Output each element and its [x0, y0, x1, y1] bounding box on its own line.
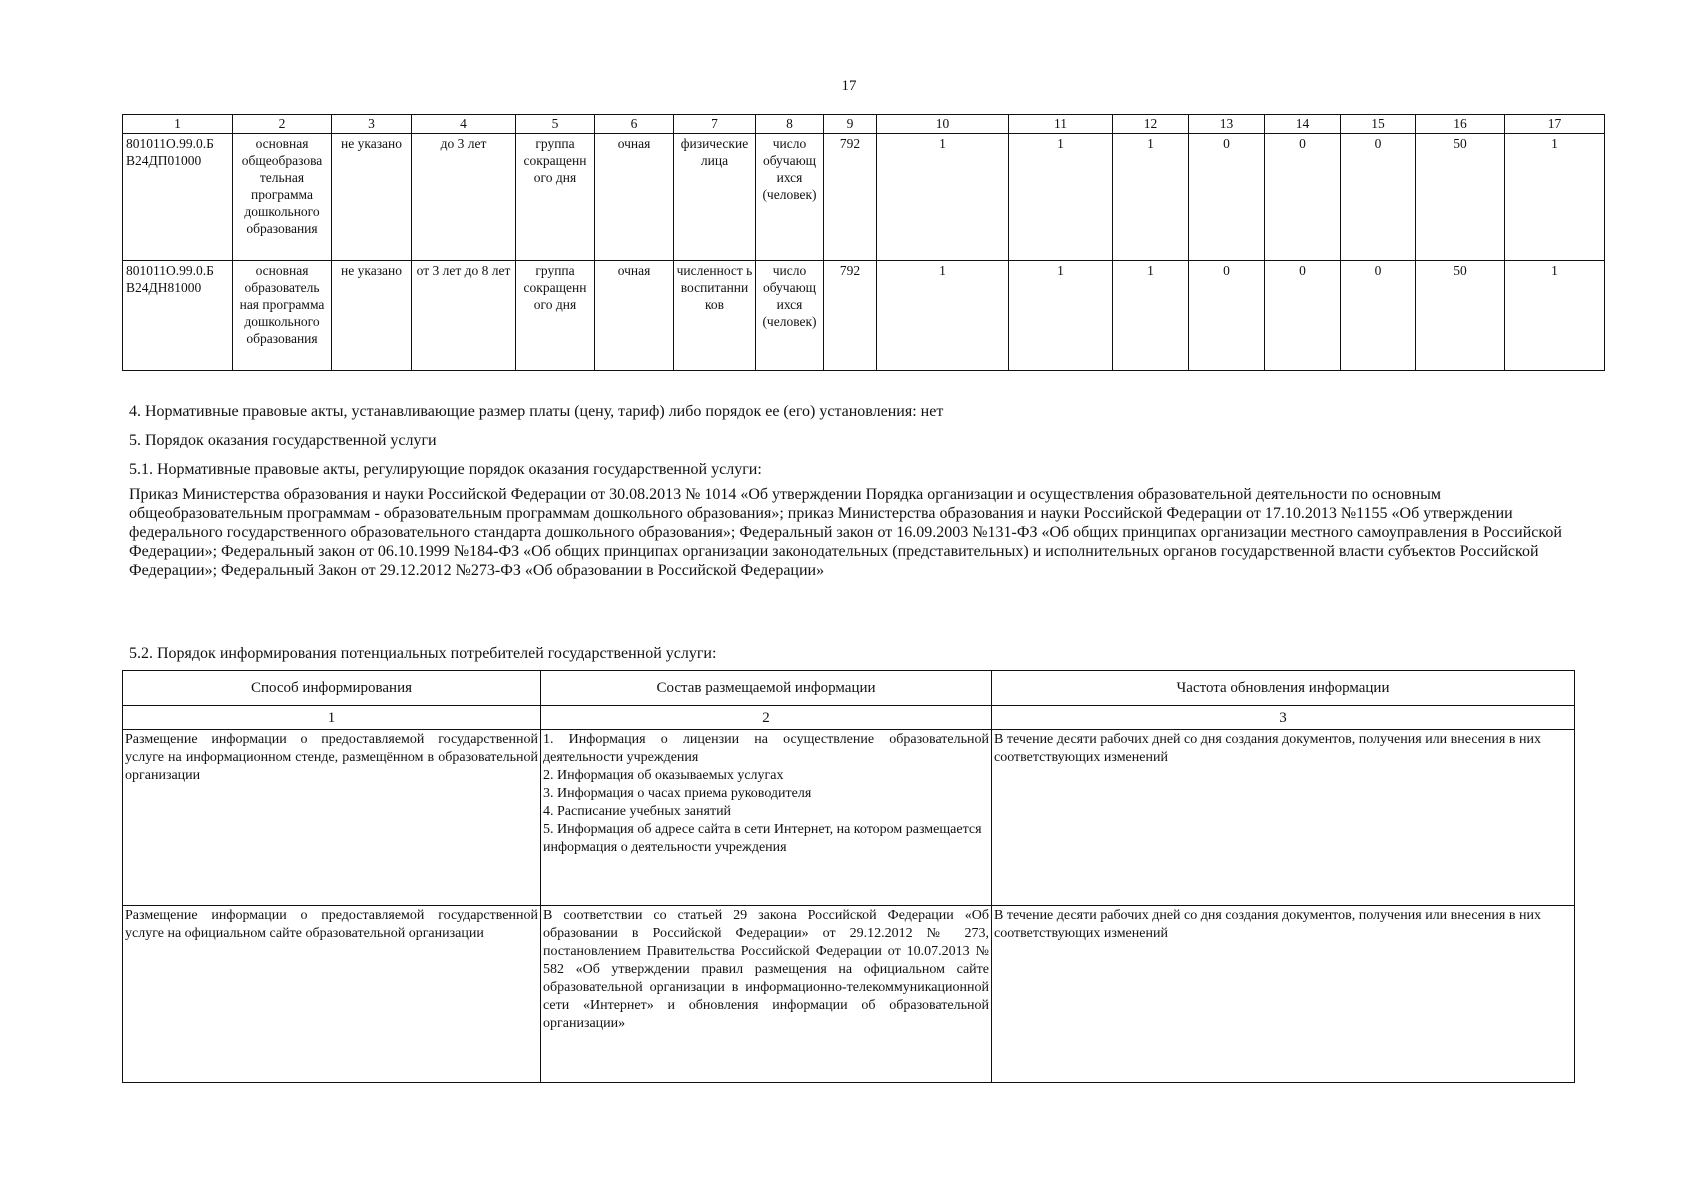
table-cell: 0 — [1341, 261, 1416, 371]
column-number: 3 — [332, 115, 412, 134]
content-cell — [541, 730, 992, 906]
table-row — [123, 730, 1575, 906]
table-cell: 1 — [1113, 134, 1189, 261]
table-cell: 792 — [824, 134, 877, 261]
content-line: 4. Расписание учебных занятий — [543, 804, 732, 819]
column-number: 3 — [992, 706, 1575, 730]
table-cell: 1 — [1009, 134, 1113, 261]
table-cell: очная — [595, 134, 674, 261]
column-number-row — [123, 706, 1575, 730]
table-cell: 0 — [1189, 261, 1265, 371]
table-row — [123, 906, 1575, 1083]
section-5-heading: 5. Порядок оказания государственной услуги — [129, 432, 437, 449]
table-cell: численност ь воспитанни ков — [674, 261, 756, 371]
content-line: 3. Информация о часах приема руководителя — [543, 786, 812, 801]
frequency-cell: В течение десяти рабочих дней со дня создания документов, получения или внесения в них соответствующих изменений — [992, 730, 1575, 906]
table-cell: 1 — [1113, 261, 1189, 371]
column-number: 1 — [123, 706, 541, 730]
column-number: 10 — [877, 115, 1009, 134]
table-cell: 792 — [824, 261, 877, 371]
column-number: 17 — [1505, 115, 1605, 134]
table-cell: 1 — [1009, 261, 1113, 371]
column-number: 13 — [1189, 115, 1265, 134]
column-number: 14 — [1265, 115, 1341, 134]
table-cell: 0 — [1265, 134, 1341, 261]
table-cell: группа сокращенн ого дня — [516, 261, 595, 371]
table-cell: 1 — [1505, 134, 1605, 261]
table-cell: число обучающ ихся (человек) — [756, 261, 824, 371]
table-cell: 801011О.99.0.Б В24ДН81000 — [123, 261, 233, 371]
table-cell: 0 — [1341, 134, 1416, 261]
column-number: 12 — [1113, 115, 1189, 134]
table-cell: 1 — [877, 261, 1009, 371]
column-number: 2 — [541, 706, 992, 730]
content-line: 5. Информация об адресе сайта в сети Интернет, на котором размещается информация о деятельности учреждения — [543, 822, 982, 855]
table-cell: не указано — [332, 134, 412, 261]
column-number: 16 — [1416, 115, 1505, 134]
method-cell: Размещение информации о предоставляемой государственной услуге на официальном сайте образовательной организации — [123, 906, 541, 1083]
table-cell: 0 — [1189, 134, 1265, 261]
table-cell: очная — [595, 261, 674, 371]
header-content: Состав размещаемой информации — [541, 671, 992, 706]
column-number: 7 — [674, 115, 756, 134]
header-frequency: Частота обновления информации — [992, 671, 1575, 706]
table-cell: основная общеобразова тельная программа дошкольного образования — [233, 134, 332, 261]
table-row — [123, 261, 1605, 371]
column-number: 4 — [412, 115, 516, 134]
section-5-1-heading: 5.1. Нормативные правовые акты, регулирующие порядок оказания государственной услуги: — [129, 461, 762, 478]
column-number: 9 — [824, 115, 877, 134]
table-header-row — [123, 671, 1575, 706]
table-cell: число обучающ ихся (человек) — [756, 134, 824, 261]
method-cell: Размещение информации о предоставляемой государственной услуге на информационном стенде, размещённом в образовательной организации — [123, 730, 541, 906]
table-cell: 0 — [1265, 261, 1341, 371]
table-cell: от 3 лет до 8 лет — [412, 261, 516, 371]
column-number: 11 — [1009, 115, 1113, 134]
column-number: 8 — [756, 115, 824, 134]
section-4-text: 4. Нормативные правовые акты, устанавливающие размер платы (цену, тариф) либо порядок ее (его) установления: нет — [129, 403, 944, 420]
table-cell: 801011О.99.0.Б В24ДП01000 — [123, 134, 233, 261]
table-cell: 1 — [1505, 261, 1605, 371]
table-cell: 50 — [1416, 134, 1505, 261]
column-number: 2 — [233, 115, 332, 134]
content-line: 2. Информация об оказываемых услугах — [543, 768, 784, 783]
column-number: 6 — [595, 115, 674, 134]
legal-acts-paragraph: Приказ Министерства образования и науки Российской Федерации от 30.08.2013 № 1014 «Об утверждении Порядка организации и осуществления образовательной деятельности по основным общеобразовательным программам - образовательным программам дошкольного образования»; приказ Министерства образования и науки Российской Федерации от 17.10.2013 №1155 «Об утверждении федерального государственного образовательного стандарта дошкольного образования»; Федеральный закон от 16.09.2003 №131-ФЗ «Об общих принципах организации местного самоуправления в Российской Федерации»; Федеральный закон от 06.10.1999 №184-ФЗ «Об общих принципах организации законодательных (представительных) и исполнительных органов государственной власти субъектов Российской Федерации»; Федеральный Закон от 29.12.2012 №273-ФЗ «Об образовании в Российской Федерации» — [129, 486, 1562, 579]
content-line: 1. Информация о лицензии на осуществление образовательной деятельности учреждения — [543, 732, 989, 765]
section-5-2-heading: 5.2. Порядок информирования потенциальных потребителей государственной услуги: — [129, 645, 717, 662]
service-volume-table — [122, 114, 1605, 371]
table-cell: 50 — [1416, 261, 1505, 371]
table-cell: до 3 лет — [412, 134, 516, 261]
column-number: 5 — [516, 115, 595, 134]
table-cell: группа сокращенн ого дня — [516, 134, 595, 261]
table-row — [123, 134, 1605, 261]
table-cell: 1 — [877, 134, 1009, 261]
table-cell: физические лица — [674, 134, 756, 261]
content-cell: В соответствии со статьей 29 закона Российской Федерации «Об образовании в Российской Федерации» от 29.12.2012 № 273, постановлением Правительства Российской Федерации от 10.07.2013 № 582 «Об утверждении правил размещения на официальном сайте образовательной организации в информационно-телекоммуникационной сети «Интернет» и обновления информации об образовательной организации» — [541, 906, 992, 1083]
table-cell: не указано — [332, 261, 412, 371]
page-number: 17 — [841, 78, 857, 94]
column-number: 15 — [1341, 115, 1416, 134]
informing-table — [122, 670, 1575, 1083]
column-number: 1 — [123, 115, 233, 134]
frequency-cell: В течение десяти рабочих дней со дня создания документов, получения или внесения в них соответствующих изменений — [992, 906, 1575, 1083]
table-cell: основная образователь ная программа дошкольного образования — [233, 261, 332, 371]
table-header-row — [123, 115, 1605, 134]
header-method: Способ информирования — [123, 671, 541, 706]
